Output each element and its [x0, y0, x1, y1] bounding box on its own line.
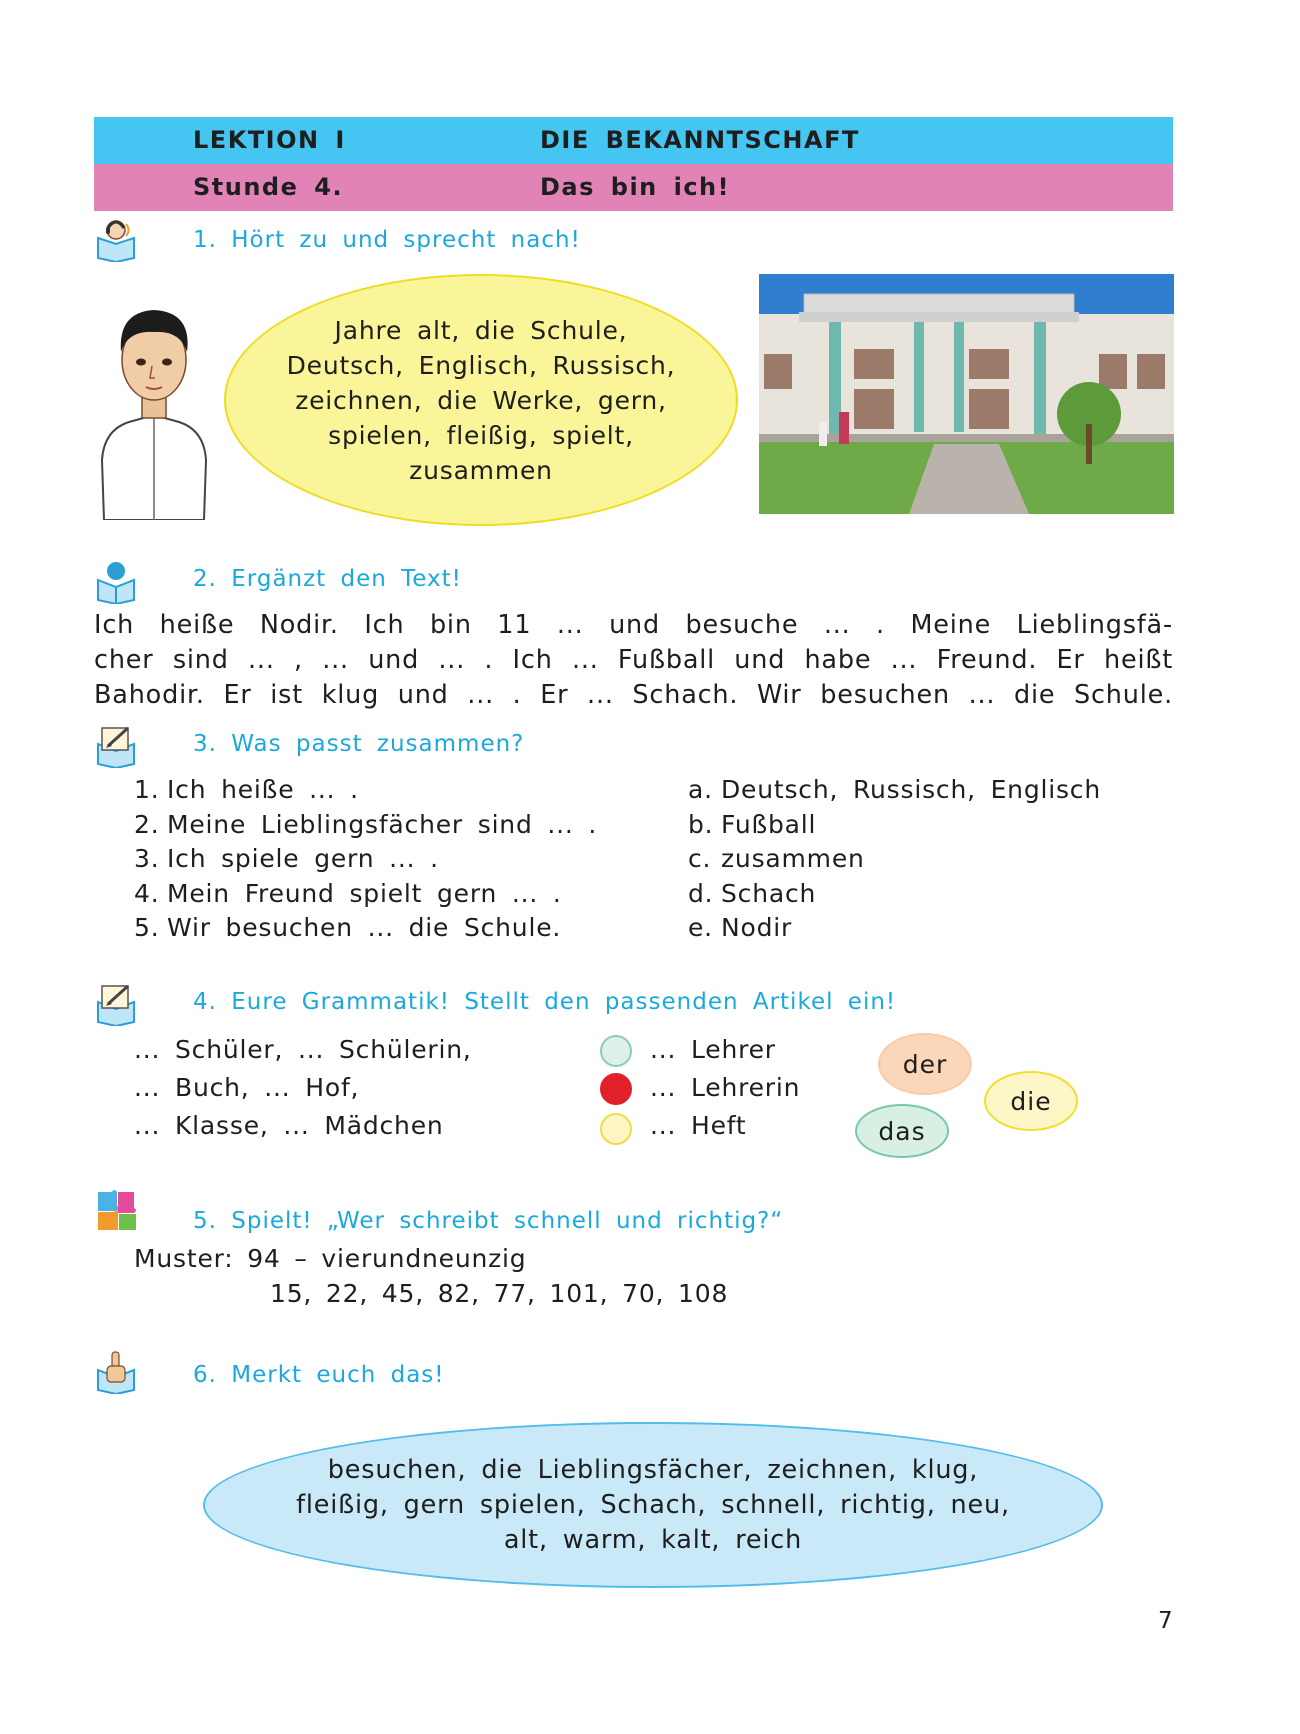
noun-line: ... Klasse, ... Mädchen	[134, 1111, 444, 1140]
bubble-line: spielen, fleißig, spielt,	[328, 420, 634, 450]
list-item: 1. Ich heiße ... .	[134, 775, 359, 804]
reading-icon	[94, 560, 138, 604]
list-item: c. zusammen	[688, 844, 865, 873]
listening-icon	[94, 218, 138, 262]
cloze-line: Bahodir. Er ist klug und ... . Er ... Schach. Wir besuchen ... die Schule.	[94, 680, 1173, 710]
article-das: das	[855, 1104, 949, 1158]
unit-header	[94, 164, 1173, 211]
bubble-line: zeichnen, die Werke, gern,	[295, 385, 667, 415]
lesson-label: LEKTION I	[193, 126, 346, 154]
puzzle-icon	[94, 1188, 138, 1232]
lesson-title: DIE BEKANNTSCHAFT	[540, 126, 860, 154]
unit-label: Stunde 4.	[193, 173, 344, 201]
exercise-2-title: 2. Ergänzt den Text!	[193, 566, 462, 592]
bubble-line: zusammen	[409, 455, 553, 485]
article-die: die	[984, 1071, 1078, 1131]
page-number: 7	[1158, 1608, 1173, 1634]
noun-line: ... Buch, ... Hof,	[134, 1073, 360, 1102]
writing-icon	[94, 724, 138, 768]
noun-line: ... Lehrer	[650, 1035, 776, 1064]
bubble-line: Deutsch, Englisch, Russisch,	[286, 350, 676, 380]
list-item: 2. Meine Lieblingsfächer sind ... .	[134, 809, 598, 839]
pointing-hand-icon	[94, 1350, 138, 1394]
list-item: a. Deutsch, Russisch, Englisch	[688, 775, 1101, 804]
bubble-line: Jahre alt, die Schule,	[334, 315, 628, 345]
bubble-line: alt, warm, kalt, reich	[503, 1524, 803, 1555]
vocabulary-bubble	[224, 274, 738, 526]
list-item: 3. Ich spiele gern ... .	[134, 844, 439, 873]
matching-right-list	[688, 773, 1101, 946]
list-item: d. Schach	[688, 878, 817, 908]
noun-line: ... Schüler, ... Schülerin,	[134, 1035, 472, 1064]
list-item: e. Nodir	[688, 913, 793, 942]
unit-title: Das bin ich!	[540, 173, 731, 201]
lesson-header	[94, 117, 1173, 164]
cloze-line: cher sind ... , ... und ... . Ich ... Fußball und habe ... Freund. Er heißt	[94, 645, 1173, 675]
cloze-line: Ich heiße Nodir. Ich bin 11 ... und besuche ... . Meine Lieblingsfä-	[94, 610, 1173, 640]
exercise-4-title: 4. Eure Grammatik! Stellt den passenden Artikel ein!	[193, 989, 897, 1015]
exercise-3-title: 3. Was passt zusammen?	[193, 731, 525, 757]
example-line: Muster: 94 – vierundneunzig	[134, 1244, 527, 1273]
noun-line: ... Lehrerin	[650, 1073, 801, 1102]
school-photo	[759, 274, 1174, 514]
writing-icon	[94, 982, 138, 1026]
matching-left-list	[134, 773, 597, 946]
red-dot	[600, 1073, 632, 1105]
green-dot	[600, 1035, 632, 1067]
exercise-5-title: 5. Spielt! „Wer schreibt schnell und richtig?“	[193, 1208, 784, 1234]
remember-bubble	[203, 1422, 1103, 1588]
numbers-line: 15, 22, 45, 82, 77, 101, 70, 108	[270, 1279, 729, 1308]
yellow-dot	[600, 1113, 632, 1145]
cloze-text	[94, 608, 1173, 713]
boy-illustration	[94, 290, 214, 520]
bubble-line: besuchen, die Lieblingsfächer, zeichnen, klug,	[327, 1454, 979, 1485]
list-item: 5. Wir besuchen ... die Schule.	[134, 913, 562, 942]
noun-line: ... Heft	[650, 1111, 747, 1140]
exercise-6-title: 6. Merkt euch das!	[193, 1362, 445, 1388]
exercise-1-title: 1. Hört zu und sprecht nach!	[193, 227, 581, 253]
list-item: 4. Mein Freund spielt gern ... .	[134, 878, 562, 908]
article-der: der	[878, 1033, 972, 1095]
list-item: b. Fußball	[688, 809, 817, 839]
noun-list-right	[650, 1031, 800, 1145]
bubble-line: fleißig, gern spielen, Schach, schnell, richtig, neu,	[296, 1489, 1010, 1520]
noun-list-left	[134, 1031, 472, 1145]
